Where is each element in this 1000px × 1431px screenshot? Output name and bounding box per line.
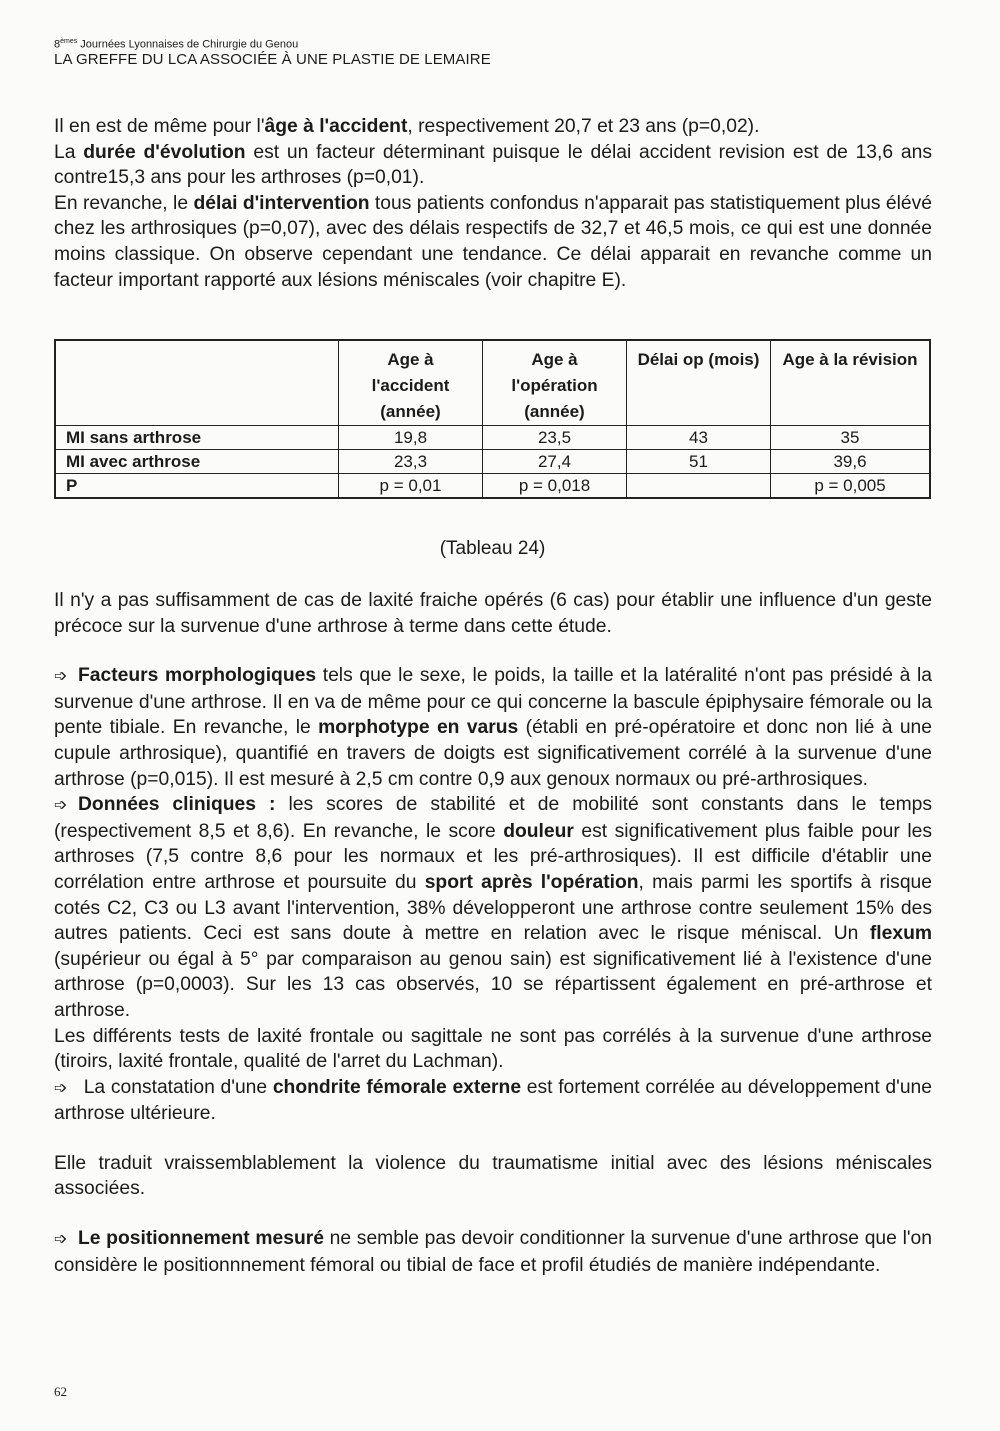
table-cell: 35 — [771, 426, 931, 450]
paragraph: Il en est de même pour l'âge à l'accident, respectivement 20,7 et 23 ans (p=0,02). — [54, 116, 760, 137]
table-header: Age à l'opération (année) — [483, 340, 627, 426]
table-cell — [627, 474, 771, 499]
arrow-bullet-icon: ➩ — [54, 668, 68, 686]
table-header-row — [55, 340, 930, 426]
paragraph: ➩ La constatation d'une chondrite fémorale externe est fortement corrélée au développement d'une arthrose ultérieure. — [54, 1076, 932, 1125]
paragraph: ➩ Données cliniques : les scores de stabilité et de mobilité sont constants dans le temps (respectivement 8,5 et 8,6). En revanche, le score douleur est significativement plus faible pour les arthroses (7,5 contre 8,6 pour les normaux et les pré-arthrosiques). Il est difficile d'établir une corrélation entre arthrose et poursuite du sport après l'opération, mais parmi les sportifs à risque cotés C2, C3 ou L3 avant l'intervention, 38% développeront une arthrose contre seulement 15% des autres patients. Ceci est sans doute à mettre en relation avec le risque méniscal. Un flexum (supérieur ou égal à 5° par comparaison au genou sain) est significativement lié à l'existence d'une arthrose (p=0,0003). Sur les 13 cas observés, 10 se répartissent également en pré-arthrose et arthrose. — [54, 794, 932, 1021]
arrow-bullet-icon: ➩ — [54, 797, 68, 815]
arrow-bullet-icon: ➩ — [54, 1079, 68, 1097]
table-header: Délai op (mois) — [627, 340, 771, 426]
table-cell: 43 — [627, 426, 771, 450]
table-cell: p = 0,005 — [771, 474, 931, 499]
table-cell: 23,5 — [483, 426, 627, 450]
running-header — [54, 38, 491, 69]
table-row — [55, 474, 930, 499]
results-table — [54, 339, 931, 499]
table-cell: P — [55, 474, 339, 499]
table-cell: 51 — [627, 450, 771, 474]
paragraph: En revanche, le délai d'intervention tous patients confondus n'apparait pas statistiquement plus élévé chez les arthrosiques (p=0,07), avec des délais respectifs de 32,7 et 46,5 mois, ce qui est une donnée moins classique. On observe cependant une tendance. Ce délai apparait en revanche comme un facteur important rapporté aux lésions méniscales (voir chapitre E). — [54, 192, 933, 291]
arrow-bullet-icon: ➩ — [54, 1231, 68, 1249]
paragraph: ➩ Facteurs morphologiques tels que le sexe, le poids, la taille et la latéralité n'ont pas présidé à la survenue d'une arthrose. Il en va de même pour ce qui concerne la bascule épiphysaire fémorale ou la pente tibiale. En revanche, le morphotype en varus (établi en pré-opératoire et donc non lié à une cupule arthrosique), quantifié en travers de doigts est significativement corrélé à la survenue d'une arthrose (p=0,015). Il est mesuré à 2,5 cm contre 0,9 aux genoux normaux ou pré-arthrosiques. — [54, 665, 933, 790]
paragraph: Il n'y a pas suffisamment de cas de laxité fraiche opérés (6 cas) pour établir une influence d'un geste précoce sur la survenue d'une arthrose à terme dans cette étude. — [54, 590, 932, 637]
table-cell: 39,6 — [771, 450, 931, 474]
paragraph: Elle traduit vraissemblablement la violence du traumatisme initial avec des lésions méniscales associées. — [54, 1152, 932, 1200]
paragraph: La durée d'évolution est un facteur déterminant puisque le délai accident revision est de 13,6 ans contre15,3 ans pour les arthroses (p=0,01). — [54, 141, 932, 189]
paragraph: Les différents tests de laxité frontale ou sagittale ne sont pas corrélés à la survenue d'une arthrose (tiroirs, laxité frontale, qualité de l'arret du Lachman). — [54, 1025, 932, 1073]
paragraph: ➩ Le positionnement mesuré ne semble pas devoir conditionner la survenue d'une arthrose que l'on considère le positionnnement fémoral ou tibial de face et profil étudiés de manière indépendante. — [54, 1228, 932, 1276]
table-cell: p = 0,01 — [339, 474, 483, 499]
chapter-title: LA GREFFE DU LCA ASSOCIÉE À UNE PLASTIE DE LEMAIRE — [54, 51, 491, 69]
discussion-text — [54, 588, 932, 1278]
table-cell: p = 0,018 — [483, 474, 627, 499]
intro-text — [54, 114, 932, 293]
table-cell: 27,4 — [483, 450, 627, 474]
table-header — [55, 340, 339, 426]
series-title: 8èmes Journées Lyonnaises de Chirurgie du Genou — [54, 38, 299, 51]
table-cell: MI sans arthrose — [55, 426, 339, 450]
table-cell: MI avec arthrose — [55, 450, 339, 474]
table-row — [55, 426, 930, 450]
table-header: Age à la révision — [771, 340, 931, 426]
table-header: Age à l'accident (année) — [339, 340, 483, 426]
page-number: 62 — [54, 1384, 67, 1399]
table-row — [55, 450, 930, 474]
table-caption: (Tableau 24) — [439, 538, 546, 559]
table-cell: 19,8 — [339, 426, 483, 450]
table-cell: 23,3 — [339, 450, 483, 474]
